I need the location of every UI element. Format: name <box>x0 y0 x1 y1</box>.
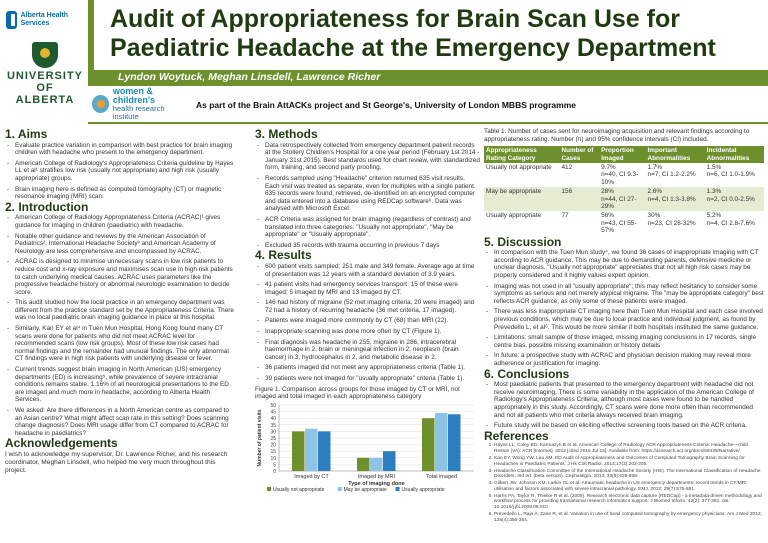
table-row <box>484 163 764 187</box>
table-cell: 28% n=44, CI 27-29% <box>599 187 645 211</box>
table-cell: 5.2% n=4, CI 2.8-7.6% <box>706 212 755 227</box>
legend-label: Usually appropriate <box>401 486 445 493</box>
list-item: - 39 patients were not imaged for "usually appropriate" criteria (Table 1). <box>257 375 480 383</box>
legend-swatch <box>338 487 342 491</box>
chart-bar <box>305 429 318 471</box>
reference-item: 1. Hayes LL, Coley BD, Karmazyn B et al. American College of Radiology ACR Appropriateness Criteria: Headache—child. Reston (VA): ACR [Internet]. 2012 [cited 2015 Jul 15]. Available from: https://acsearch.acr.org/docs/69439/Narrative/ <box>494 443 764 455</box>
list-item: - Data retrospectively collected from emergency department patient records at the Stollery Children's Hospital for a one year period (February 1st 2014 - January 31st 2015). Best standards used for chart review, with standardized form, training, and second party proofing. <box>257 142 480 172</box>
table-cell: 30% n=23, CI 28-32% <box>647 212 696 227</box>
table-header: Proportion Imaged <box>599 146 645 163</box>
ack-heading: Acknowledgements <box>5 436 118 451</box>
reference-item: 4. Gilbert JW, Johnson KM, Larkin GL et al. Atraumatic headache in US emergency departments: recent trends in CT/MRI utilisation and factors associated with severe intracranial pathology. EMJ. 2012; 29(7):576-581. <box>494 481 764 493</box>
list-item: - ACR Criteria was assigned for brain imaging (regardless of contrast) and translated into three categories: "Usually not appropriate", "May be appropriate" or "Usually appropriate". <box>257 216 480 239</box>
table-cell: 9.7% n=40, CI 9.3-10% <box>601 164 639 186</box>
list-item: - Excluded 35 records with trauma occurring in previous 7 days <box>257 242 480 250</box>
y-tick-label: 0 <box>273 468 276 475</box>
uofa-crest-icon <box>32 42 58 68</box>
y-tick-label: 40 <box>270 416 276 423</box>
list-item: - In future: a prospective study with ACRAC and physician decision making may reveal more adherence or justification for imaging. <box>486 352 764 367</box>
results-table <box>484 146 764 235</box>
table-cell: May be appropriate <box>484 187 559 211</box>
y-axis-label: Number of patient visits <box>257 409 263 467</box>
table-row <box>484 187 764 211</box>
chart-bar <box>318 431 331 471</box>
chart-bar <box>357 458 370 471</box>
column-1 <box>5 128 235 475</box>
chart-container <box>255 403 480 495</box>
conclusions-heading: 6. Conclusions <box>484 366 570 381</box>
list-item: - Evaluate practice variation in comparison with best practice for brain imaging children with headache who present to the emergency department. <box>7 142 235 157</box>
table-cell: 1.3% n=2, CI 0.0-2.5% <box>705 187 764 211</box>
table-row <box>484 211 764 235</box>
list-item: - Limitations: small sample of those imaged, missing imaging conclusions in 17 records, single centre bias, possible missing examination or history details <box>486 334 764 349</box>
list-item: - Most paediatric patients that presented to the emergency department with headache did not receive neuroimaging. There is some variability in the application of the American College of Radiology's Appropriateness Criteria, although most cases were found to be handled appropriately in this study. Accordingly, CT scans were done more often than recommended and not all patients who met criteria always received brain imaging. <box>486 381 764 419</box>
legend-swatch <box>267 487 271 491</box>
reference-item: 3. Headache Classification Committee of the International Headache Society (IHS). The International Classification of Headache Disorders, 3rd ed. (beta version). Cephalalgia. 2013; 33(9):629-808. <box>494 469 764 481</box>
x-tick-label: Total imaged <box>425 473 458 480</box>
table-header: Important Abnormalities <box>646 146 705 163</box>
table-caption: Table 1. Number of cases sent for neuroimaging acquisition and relevant findings according to appropriateness rating. Number (n) and 95% confidence intervals (CI) included. <box>484 128 750 143</box>
discussion-heading: 5. Discussion <box>484 234 562 249</box>
uofa-logo-text: UNIVERSITY OF ALBERTA <box>6 70 83 106</box>
results-list <box>257 263 480 383</box>
results-heading: 4. Results <box>255 248 312 263</box>
table-header: Appropriateness Rating Category <box>484 146 559 163</box>
list-item: - This audit studied how the local practice in an emergency department was different from the practice standard set by the Appropriateness Criteria. There was no local paediatric brain imaging guidance in place at this hospital. <box>7 299 235 322</box>
list-item: - There was less inappropriate CT imaging here than Tuen Mun Hospital and each case involved previous conditions, which may be due to local practice and individual judgment, as found by Prevedello L, et al⁶. This would be more similar if both hospitals instituted the same guidance. <box>486 308 764 331</box>
list-item: - 41 patient visits had emergency services transport. 15 of these were imaged; 5 imaged by MRI and 13 imaged by CT. <box>257 281 480 296</box>
title-line-2: Paediatric Headache at the Emergency Department <box>110 34 716 62</box>
discussion-list <box>486 249 764 367</box>
table-cell: Usually not appropriate <box>486 164 552 171</box>
ahs-logo-icon <box>6 11 17 29</box>
legend-label: May be appropriate <box>343 486 387 493</box>
chart-bar <box>448 414 461 471</box>
table-cell: 156 <box>559 187 599 211</box>
table-cell: 77 <box>561 212 569 220</box>
legend-swatch <box>396 487 400 491</box>
y-tick-label: 15 <box>270 449 276 456</box>
wc-logo <box>92 86 192 121</box>
list-item: - Patients were imaged more commonly by CT (68) than MRI (22). <box>257 317 480 325</box>
y-tick-label: 35 <box>270 422 276 429</box>
intro-heading: 2. Introduction <box>5 199 89 214</box>
list-item: - Notable other guidance and reviews by the American Association of Pediatrics², International Headache Society³ and American Academy of Neurology are less comprehensive and encompassed by ACRAC. <box>7 233 235 256</box>
title-accent-bar <box>88 0 94 70</box>
ack-text: I wish to acknowledge my supervisor, Dr. Lawrence Richer, and his research coordinator, Meghan Linsdell, who helped me very much throughout this project. <box>5 450 228 474</box>
table-cell: 56% n=43, CI 55-57% <box>601 212 637 235</box>
table-header-row <box>484 146 764 163</box>
table-cell: 2.6% n=4, CI 1.3-3.8% <box>646 187 705 211</box>
list-item: - 146 had history of migraine (52 met imaging criteria, 20 were imaged) and 72 had a history of recurring headache (36 met criteria, 17 imaged). <box>257 299 480 314</box>
references-list <box>494 443 764 523</box>
y-tick-label: 45 <box>270 409 276 416</box>
list-item: - ACRAC is designed to minimise unnecessary scans in low risk patients to reduce cost and x-ray exposure and maximises scan use in high risk patients to catch underlying medical causes. ACRAC uses parameters like the progressive headache history or abnormal neurologic examination to decide score. <box>7 258 235 296</box>
table-cell: 1.7% n=7, CI 1.2-2.2% <box>647 164 696 179</box>
list-item: - American College of Radiology's Appropriateness Criteria guideline by Hayes LL et al¹ stratifies low risk (usually not appropriate) and high risk (usually appropriate) groups. <box>7 160 235 183</box>
list-item: - In comparison with the Tuen Mun study⁴, we found 36 cases of inappropriate imaging with CT according to ACR guidance. This may be due to demanding parents, defensive medicine or unclear diagnosis. "Usually not appropriate" appreciates that not all high risk cases may be properly considered and it highly values expert opinion. <box>486 249 764 279</box>
wc-logo-text: women & children's health research institute <box>112 86 165 121</box>
references-heading: References <box>484 428 549 443</box>
aims-list <box>7 142 235 201</box>
list-item: - Final diagnosis was headache in 255, migraine in 286, intracerebral haemorrhage in 2, brain or meningeal infection in 2, neoplasm (brain cancer) in 3, hydrocephalus in 2, and metabolic disease in 2. <box>257 339 480 362</box>
chart-bar <box>435 413 448 471</box>
methods-heading: 3. Methods <box>255 127 318 141</box>
x-axis-label: Type of imaging done <box>348 480 405 487</box>
list-item: - We asked: Are there differences in a North American centre as compared to an Asian centre? What might affect scan rate in this setting? Does scanning change diagnosis? Does MRI usage differ from CT compared to ACRAC for headache in paediatrics? <box>7 407 235 437</box>
affiliation: As part of the Brain AttACKs project and St George's, University of London MBBS programme <box>196 100 576 110</box>
y-tick-label: 5 <box>273 462 276 469</box>
table-cell: 412 <box>561 164 573 171</box>
bar-chart <box>255 403 480 495</box>
reference-item: 2. Kan EY, Wong YW, Lau AM. ED Audit of Appropriateness and Outcomes of Computed Tomography Brain Scanning for Headaches in Paediatric Patients. J Hk Coll Radiol. 2014;17(3):202-205. <box>494 456 764 468</box>
table-header: Incidental Abnormalities <box>705 146 764 163</box>
authors: Lyndon Woytuck, Meghan Linsdell, Lawrence Richer <box>118 71 381 83</box>
column-2 <box>255 128 480 495</box>
list-item: - 36 patients imaged did not meet any appropriateness criteria (Table 1). <box>257 364 480 372</box>
list-item: - 600 patient visits sampled; 251 male and 349 female. Average age at time of presentation was 12 years with a standard deviation of 3.9 years. <box>257 263 480 278</box>
list-item: - Imaging was not used in all "usually appropriate"; this may reflect hesitancy to consider some symptoms as serious and not merely atypical migraine. The "may be appropriate category" best reflects ACR guidance, as only some of these patients were imaged. <box>486 283 764 306</box>
list-item: - Records sampled using "Headache" criterion returned 635 visit results. Each visit was treated as separate, even for multiples with a single patient. 635 records were found, retrieved, de-identified on an encrypted computer and data entered into a database using REDCap software⁶. Data was analysed with Microsoft Excel. <box>257 175 480 213</box>
y-tick-label: 50 <box>270 402 276 409</box>
aims-heading: 1. Aims <box>5 127 48 141</box>
list-item: - American College of Radiology Appropriateness Criteria (ACRAC)¹ gives guidance for imaging in children (paediatric) with headache. <box>7 214 235 229</box>
ahs-logo-text: Alberta Health Services <box>20 12 69 27</box>
chart-bar <box>383 451 396 471</box>
table-cell: Usually appropriate <box>486 212 542 220</box>
chart-bar <box>292 431 305 471</box>
list-item: - Inappropriate scanning was done more often by CT (Figure 1). <box>257 328 480 336</box>
uofa-logo <box>6 42 84 106</box>
list-item: - Brain imaging here is defined as computed tomography (CT) or magnetic resonance imaging (MRI) scan. <box>7 186 235 201</box>
list-item: - Similarly, Kan EY et al⁴ in Tuen Mun Hospital, Hong Kong found many CT scans were done for patients who did not meet ACRAC level for recommended scans (low risk groups). Most of these low risk cases had normal findings and the remainder had unusual findings. The only abnormal CT findings were in high risk patients with underlying disease or fever. <box>7 325 235 363</box>
list-item: - Future study will be based on eliciting effective screening tools based on the ACR criteria. <box>486 422 764 430</box>
conclusions-list <box>486 381 764 430</box>
intro-list <box>7 214 235 437</box>
methods-list <box>257 142 480 250</box>
reference-item: 6. Prevedello L, Raja A, Zane R, et al. Variation in use of head computed tomography by emergency physicians. Am J Med 2012; 125(4):356-364. <box>494 512 764 524</box>
table-header: Number of Cases <box>559 146 599 163</box>
poster-title <box>110 5 750 63</box>
wc-logo-icon <box>92 95 109 113</box>
legend-label: Usually not appropriate <box>273 486 325 493</box>
reference-item: 5. Harris PA, Taylor R, Thielke R et al. (2009). Research electronic data capture (REDCap) - a metadata-driven methodology and workflow process for providing translational research informatics support. J Biomed Inform. 42(2): 377-381. doi: 10.1016/j.jbi.2008.08.010 <box>494 494 764 511</box>
x-tick-label: Imaged by CT <box>294 473 329 480</box>
figure-caption: Figure 1. Comparison across groups for those imaged by CT or MRI, not imaged and total imaged in each appropriateness category <box>255 385 460 401</box>
y-tick-label: 20 <box>270 442 276 449</box>
y-tick-label: 10 <box>270 455 276 462</box>
column-3 <box>484 128 764 525</box>
ahs-logo <box>6 5 80 35</box>
x-tick-label: Imaged by MRI <box>357 473 396 480</box>
chart-bar <box>422 418 435 471</box>
title-line-1: Audit of Appropriateness for Brain Scan Use for <box>110 5 680 33</box>
list-item: - Current trends suggest brain imaging in North American (US) emergency departments (ED) is increasing⁵, while prevalence of severe intracranial conditions remains stable. 1.16% of all neurological presentations to the ED are imaged and much more in headache, according to Alberta Health Services. <box>7 366 235 404</box>
table-cell: 1.5% n=6, CI 1.0-1.9% <box>706 164 755 179</box>
chart-bar <box>370 458 383 471</box>
y-tick-label: 30 <box>270 429 276 436</box>
y-tick-label: 25 <box>270 435 276 442</box>
